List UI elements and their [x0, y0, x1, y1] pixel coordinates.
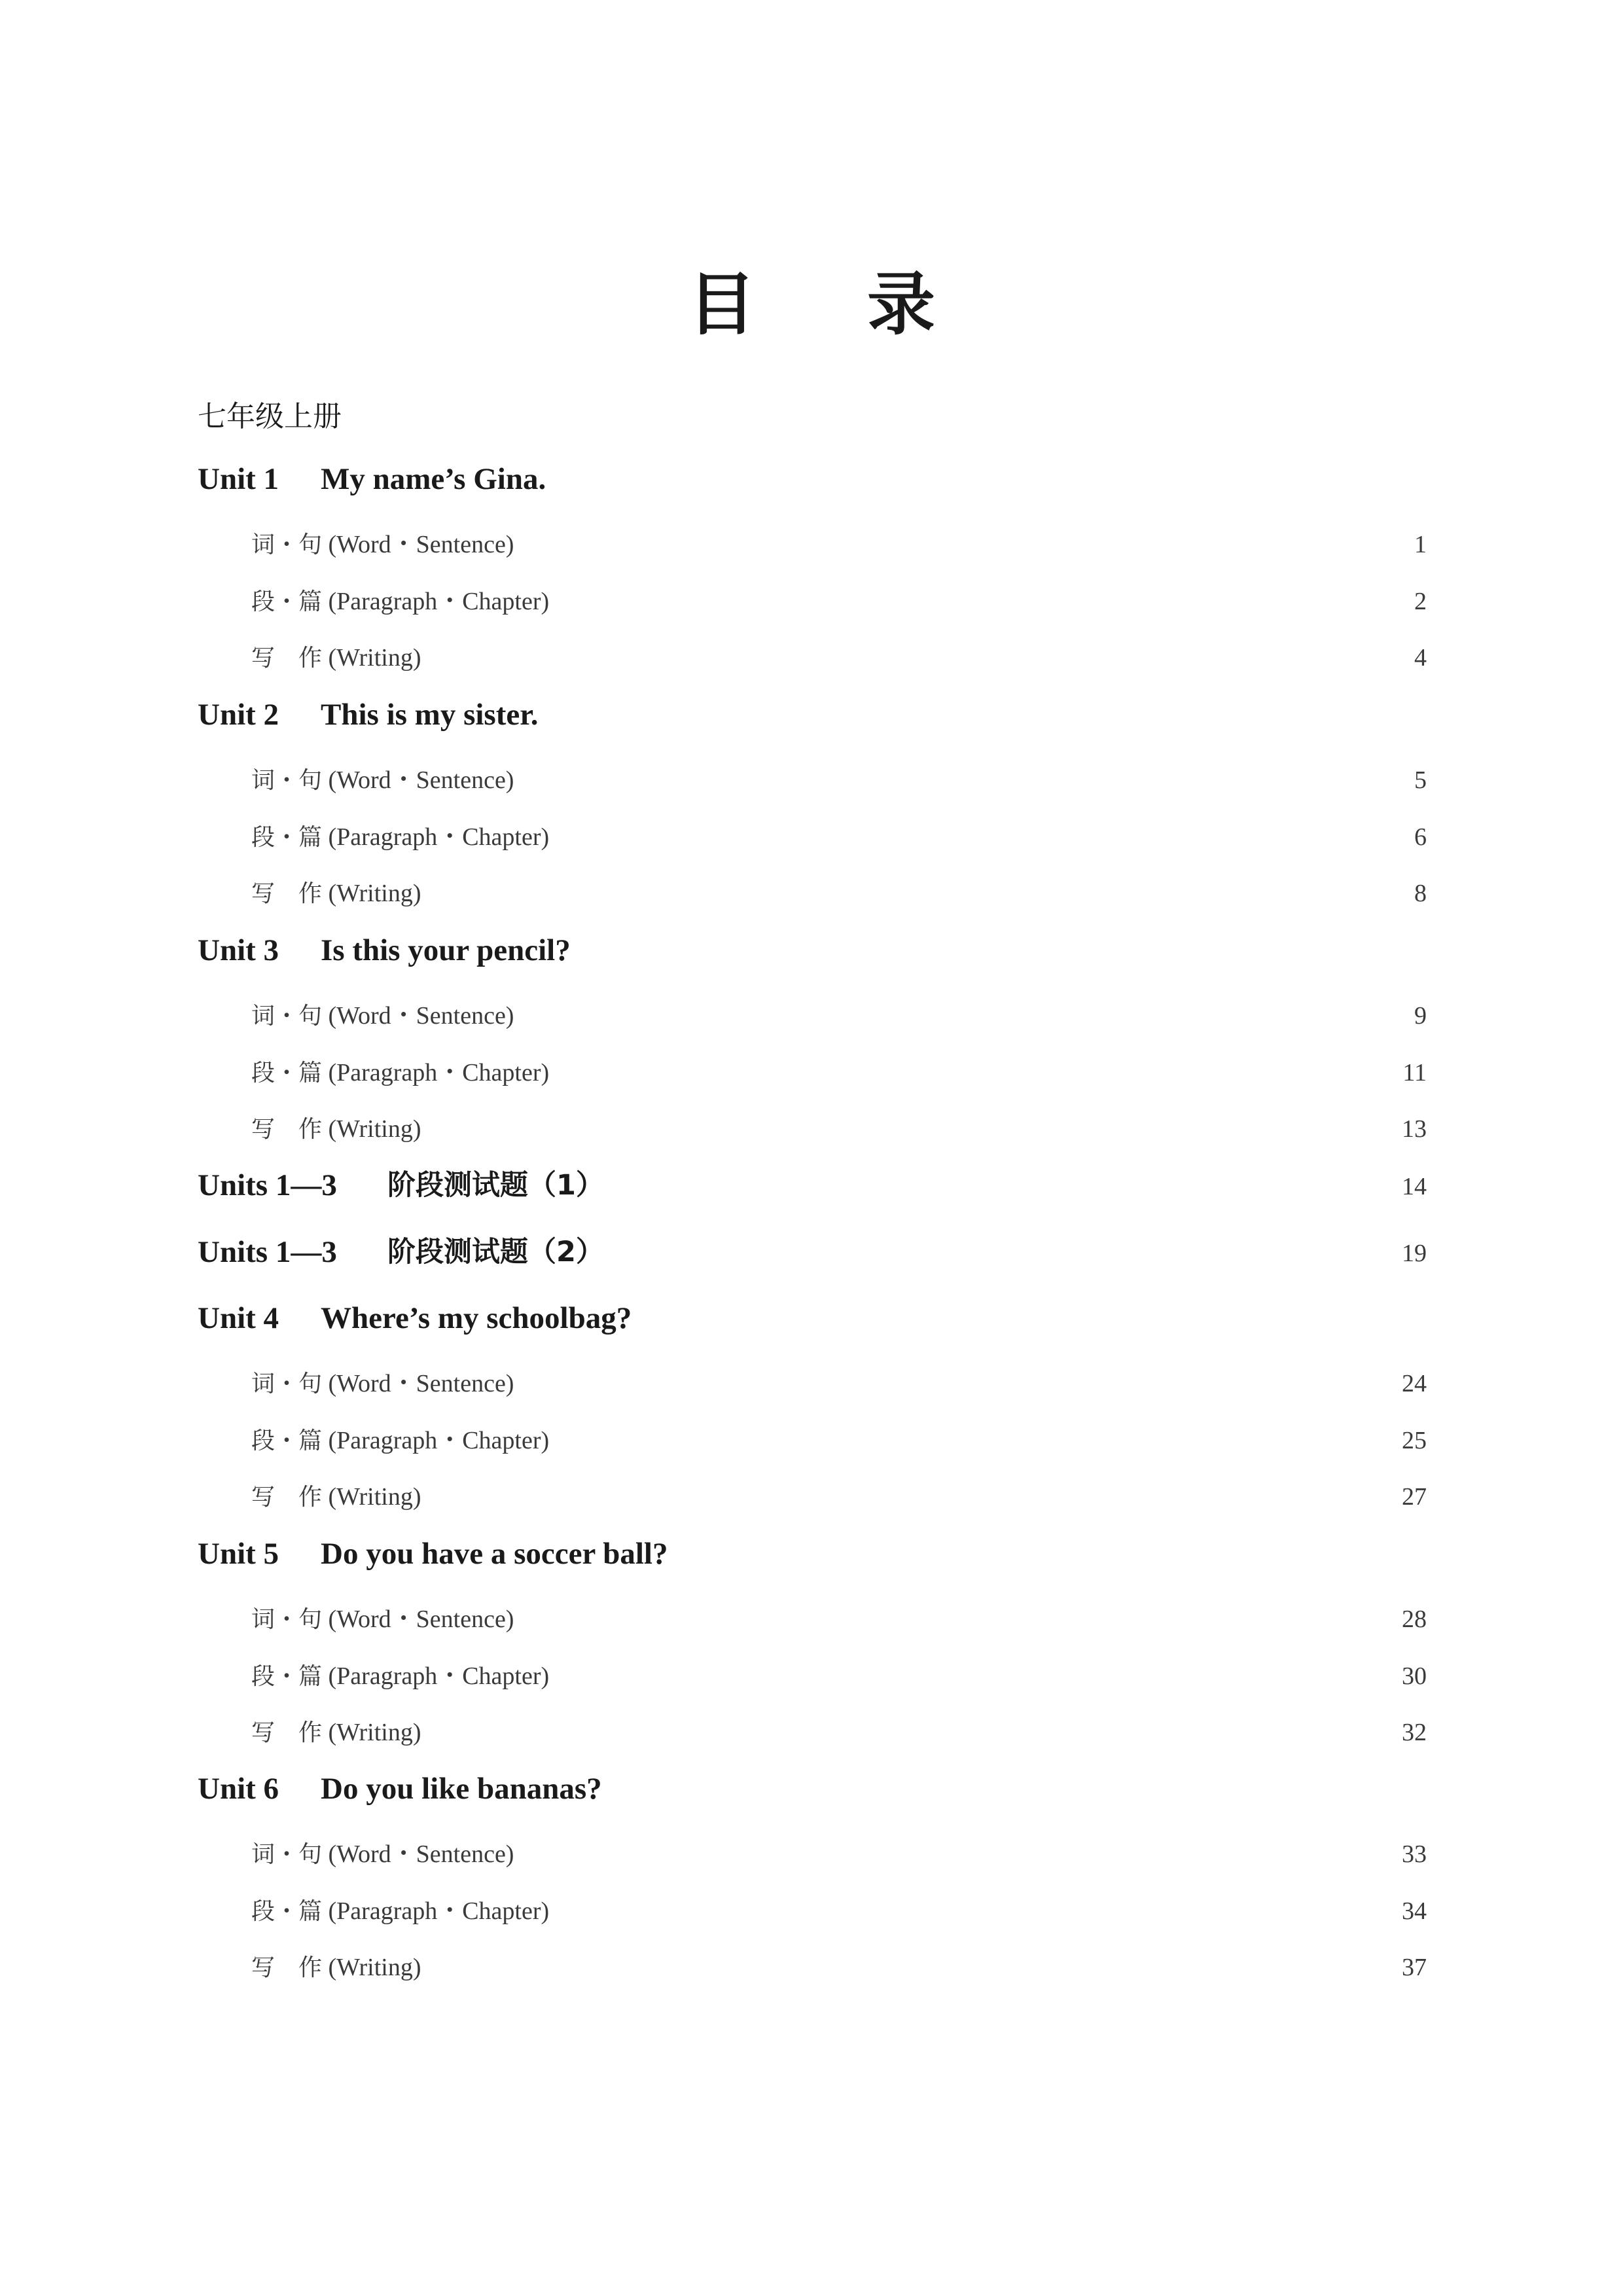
- toc-entry[interactable]: [251, 762, 1368, 798]
- dot-leader: [524, 997, 1368, 1034]
- dot-leader: [431, 1949, 1368, 1986]
- entry-chinese-label: 段・篇: [251, 1427, 323, 1454]
- unit-label: Unit 6: [198, 1772, 279, 1806]
- dot-leader: [524, 1365, 1368, 1402]
- entry-english-label: (Word・Sentence): [328, 766, 514, 794]
- dot-leader: [559, 1422, 1368, 1459]
- page-number: 25: [1402, 1427, 1427, 1454]
- entry-english-label: (Word・Sentence): [328, 531, 514, 558]
- unit-label: Unit 1: [198, 462, 279, 496]
- entry-english-label: (Writing): [328, 644, 421, 672]
- entry-english-label: (Paragraph・Chapter): [328, 1059, 550, 1086]
- entry-english-label: (Paragraph・Chapter): [328, 823, 550, 851]
- dot-leader: [559, 1054, 1368, 1091]
- toc-entry[interactable]: [251, 1601, 1368, 1638]
- unit-heading: [198, 1299, 632, 1338]
- entry-chinese-label: 词・句: [251, 1841, 323, 1868]
- toc-entry[interactable]: [251, 997, 1368, 1034]
- toc-entry[interactable]: [251, 875, 1368, 912]
- dot-leader: [431, 639, 1368, 676]
- page-number: 1: [1414, 531, 1427, 558]
- unit-label: Unit 5: [198, 1537, 279, 1571]
- page-number: 32: [1402, 1719, 1427, 1746]
- page-number: 28: [1402, 1605, 1427, 1633]
- dot-leader: [645, 1168, 1368, 1205]
- dot-leader: [645, 1235, 1368, 1272]
- page-number: 27: [1402, 1483, 1427, 1511]
- entry-chinese-label: 段・篇: [251, 824, 323, 851]
- dot-leader: [431, 875, 1368, 912]
- page-number: 8: [1414, 880, 1427, 907]
- entry-english-label: (Paragraph・Chapter): [328, 588, 550, 615]
- entry-chinese-label: 写 作: [251, 1954, 323, 1981]
- entry-english-label: (Writing): [328, 1483, 421, 1511]
- entry-english-label: (Word・Sentence): [328, 1370, 514, 1397]
- dot-leader: [431, 1479, 1368, 1515]
- dot-leader: [431, 1714, 1368, 1751]
- dot-leader: [559, 1893, 1368, 1929]
- entry-chinese-label: 写 作: [251, 1484, 323, 1511]
- page-number: 14: [1402, 1173, 1427, 1200]
- toc-entry[interactable]: [251, 583, 1368, 620]
- entry-english-label: (Writing): [328, 1719, 421, 1746]
- entry-chinese-label: 段・篇: [251, 1898, 323, 1925]
- toc-entry[interactable]: [251, 1658, 1368, 1695]
- entry-english-label: (Writing): [328, 1954, 421, 1981]
- unit-heading: [198, 459, 546, 499]
- toc-entry[interactable]: [251, 1422, 1368, 1459]
- page-number: 2: [1414, 588, 1427, 615]
- entry-chinese-label: 段・篇: [251, 1060, 323, 1086]
- unit-heading: [198, 695, 539, 734]
- dot-leader: [559, 1658, 1368, 1695]
- entry-chinese-label: 写 作: [251, 645, 323, 672]
- unit-heading: [198, 1166, 604, 1205]
- entry-chinese-label: 写 作: [251, 880, 323, 907]
- unit-heading: [198, 1769, 602, 1808]
- entry-english-label: (Writing): [328, 1115, 421, 1143]
- page-number: 11: [1402, 1059, 1427, 1086]
- toc-entry[interactable]: [251, 819, 1368, 855]
- entry-chinese-label: 词・句: [251, 531, 323, 558]
- toc-entry[interactable]: [251, 639, 1368, 676]
- unit-label: Unit 2: [198, 698, 279, 732]
- unit-label: Unit 4: [198, 1301, 279, 1335]
- entry-english-label: (Paragraph・Chapter): [328, 1897, 550, 1925]
- unit-title: 阶段测试题（1）: [387, 1169, 604, 1202]
- page-number: 4: [1414, 644, 1427, 672]
- page-number: 13: [1402, 1115, 1427, 1143]
- page-number: 34: [1402, 1897, 1427, 1925]
- dot-leader: [524, 762, 1368, 798]
- toc-entry[interactable]: [251, 1479, 1368, 1515]
- unit-label: Unit 3: [198, 933, 279, 967]
- page-title-char-2: 录: [867, 264, 936, 344]
- unit-label: Units 1—3: [198, 1235, 337, 1269]
- unit-heading: [198, 1534, 668, 1573]
- toc-entry[interactable]: [251, 526, 1368, 563]
- page-number: 19: [1402, 1240, 1427, 1267]
- entry-english-label: (Writing): [328, 880, 421, 907]
- unit-heading: [198, 1232, 604, 1272]
- dot-leader: [524, 1836, 1368, 1873]
- entry-chinese-label: 写 作: [251, 1116, 323, 1143]
- toc-entry[interactable]: [251, 1365, 1368, 1402]
- entry-chinese-label: 词・句: [251, 767, 323, 794]
- toc-entry[interactable]: [251, 1111, 1368, 1147]
- grade-heading: 七年级上册: [198, 400, 342, 433]
- page-number: 5: [1414, 766, 1427, 794]
- page-number: 33: [1402, 1840, 1427, 1868]
- entry-english-label: (Word・Sentence): [328, 1840, 514, 1868]
- dot-leader: [524, 526, 1368, 563]
- entry-english-label: (Word・Sentence): [328, 1002, 514, 1030]
- unit-heading: [198, 931, 571, 970]
- page-number: 37: [1402, 1954, 1427, 1981]
- dot-leader: [559, 583, 1368, 620]
- entry-chinese-label: 写 作: [251, 1719, 323, 1746]
- toc-entry[interactable]: [251, 1836, 1368, 1873]
- page-number: 6: [1414, 823, 1427, 851]
- entry-english-label: (Paragraph・Chapter): [328, 1662, 550, 1690]
- unit-title: This is my sister.: [321, 698, 539, 732]
- unit-title: Do you have a soccer ball?: [321, 1537, 668, 1571]
- unit-label: Units 1—3: [198, 1168, 337, 1202]
- page-number: 24: [1402, 1370, 1427, 1397]
- entry-chinese-label: 段・篇: [251, 588, 323, 615]
- dot-leader: [431, 1111, 1368, 1147]
- page-title-char-1: 目: [687, 264, 756, 344]
- toc-entry[interactable]: [251, 1893, 1368, 1929]
- page-number: 30: [1402, 1662, 1427, 1690]
- entry-chinese-label: 词・句: [251, 1003, 323, 1030]
- unit-title: Is this your pencil?: [321, 933, 571, 967]
- dot-leader: [524, 1601, 1368, 1638]
- entry-english-label: (Paragraph・Chapter): [328, 1427, 550, 1454]
- entry-chinese-label: 词・句: [251, 1371, 323, 1397]
- entry-chinese-label: 词・句: [251, 1606, 323, 1633]
- toc-entry[interactable]: [251, 1714, 1368, 1751]
- dot-leader: [559, 819, 1368, 855]
- unit-title: Where’s my schoolbag?: [321, 1301, 632, 1335]
- unit-title: Do you like bananas?: [321, 1772, 602, 1806]
- page-number: 9: [1414, 1002, 1427, 1030]
- entry-chinese-label: 段・篇: [251, 1663, 323, 1690]
- unit-title: My name’s Gina.: [321, 462, 546, 496]
- toc-entry[interactable]: [251, 1949, 1368, 1986]
- toc-entry[interactable]: [251, 1054, 1368, 1091]
- entry-english-label: (Word・Sentence): [328, 1605, 514, 1633]
- unit-title: 阶段测试题（2）: [387, 1236, 604, 1268]
